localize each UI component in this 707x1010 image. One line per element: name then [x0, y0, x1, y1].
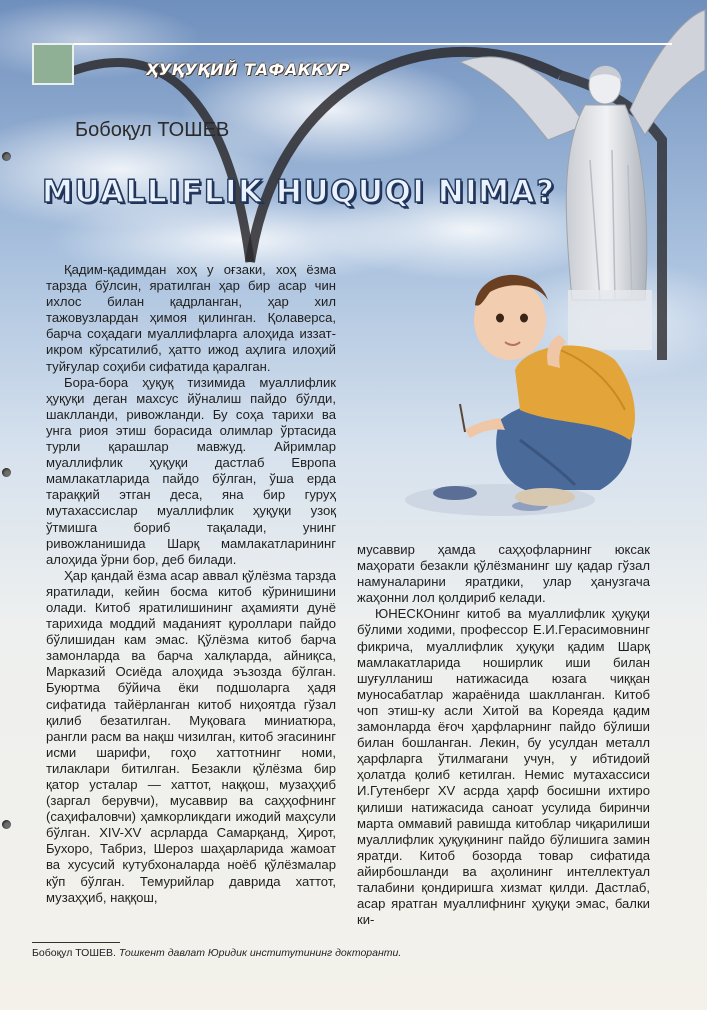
left-column	[46, 262, 336, 906]
right-column	[357, 542, 650, 928]
binder-hole	[2, 820, 11, 829]
paragraph: Бора-бора ҳуқуқ тизимида муаллифлик ҳуқуқи деган махсус йўналиш пайдо бўлди, шаклланди, ривожланди. Бу соҳа тарихи ва унга риоя этиш борасида олимлар ўртасида турли қарашлар мавжуд. Айримлар муаллифлик ҳуқуқи дастлаб Европа мамлакатларида пайдо бўлган, ўша ерда тараққий этган деса, яна бир гуруҳ мутахассислар муаллифлик ҳуқуқи узоқ ўтмишга бориб тақалади, унинг ривожланишида Шарқ мамлакатларининг алоҳида ўрни бор, деб билади.	[46, 374, 336, 567]
paragraph: Ҳар қандай ёзма асар аввал қўлёзма тарзда яратилади, кейин босма китоб кўринишини олади. Китоб яратилишининг аҳамияти дунё тарихида моддий маданият қуроллари пайдо бўлишидан кам эмас. Қўлёзма китоб барча замонларда ва барча халқларда, айниқса, Марказий Осиёда алоҳида эъзозда бўлган. Буюртма бўйича ёки подшоларга ҳадя сифатида тайёрланган китоб ниҳоятда гўзал қилиб безатилган. Муқовага миниатюра, рангли расм ва нақш чизилган, китоб эгасининг исми шарифи, гоҳо хаттотнинг номи, тилаклари битилган. Безакли қўлёзма бир қатор усталар — хаттот, наққош, музаҳҳиб (заргал берувчи), мусаввир ва саҳҳофнинг (саҳифаловчи) ҳамкорликдаги ижодий маҳсули бўлган. XIV-XV асрларда Самарқанд, Ҳирот, Бухоро, Табриз, Шероз шаҳарларида жамоат ва хусусий кутубхоналарда ноёб қўлёзмалар кўп бўлган. Темурийлар даврида хаттот, музаҳҳиб, наққош,	[46, 567, 336, 905]
author-name: Бобоқул ТОШЕВ	[75, 119, 230, 141]
article-title: MUALLIFLIK HUQUQI NIMA?	[42, 174, 556, 210]
paragraph: ЮНЕСКОнинг китоб ва муаллифлик ҳуқуқи бўлими ходими, профессор Е.И.Герасимовнинг фикрича, муаллифлик ҳуқуқи қадим Шарқ мамлакатларида ноширлик иши билан шуғулланиш натижасида юзага чиққан муносабатлар жараёнида шаклланган. Китоб чоп этиш-ку асли Хитой ва Кореяда қадим замонларда ёғоч ҳарфларнинг пайдо бўлиши билан бошланган. Лекин, бу усулдан металл ҳарфларга ўтилмагани учун, у ибтидоий ҳолатда қолиб кетилган. Немис мутахассиси И.Гутенберг XV асрда ҳарф босишни ихтиро қилиши натижасида саноат усулида биринчи марта оммавий равишда китоблар чиқарилиши муаллифлик ҳуқуқининг пайдо бўлишига замин яратди. Китоб бозорда товар сифатида айирбошланди ва аҳолининг интеллектуал талабини қондиришга хизмат қилди. Дастлаб, асар яратган муаллифнинг ҳуқуқи эмас, балки ки-	[357, 606, 650, 928]
section-rubric: ҲУҚУҚИЙ ТАФАККУР	[146, 60, 350, 79]
footnote-divider	[32, 942, 120, 943]
footnote	[32, 947, 401, 959]
frame-top-line	[32, 43, 672, 45]
paragraph: Қадим-қадимдан хоҳ у оғзаки, хоҳ ёзма тарзда бўлсин, яратилган ҳар бир асар чин ихлос билан қадрланган, ҳар хил тажовузлардан ҳимоя қилинган. Қолаверса, барча соҳадаги муаллифларга алоҳида иззат-икром кўрсатилиб, ҳатто ижод аҳлига илоҳий туйғулар соҳиби сифатида қаралган.	[46, 262, 336, 374]
footnote-role: Тошкент давлат Юридик институтининг докторанти.	[118, 947, 402, 959]
paragraph: мусаввир ҳамда саҳҳофларнинг юксак маҳорати безакли қўлёзманинг шу қадар гўзал намуналарини яратдики, улар ҳанузгача жаҳонни лол қолдириб келади.	[357, 542, 650, 606]
footnote-name: Бобоқул ТОШЕВ.	[32, 947, 116, 959]
binder-hole	[2, 152, 11, 161]
binder-hole	[2, 468, 11, 477]
frame-corner-square	[32, 43, 74, 85]
